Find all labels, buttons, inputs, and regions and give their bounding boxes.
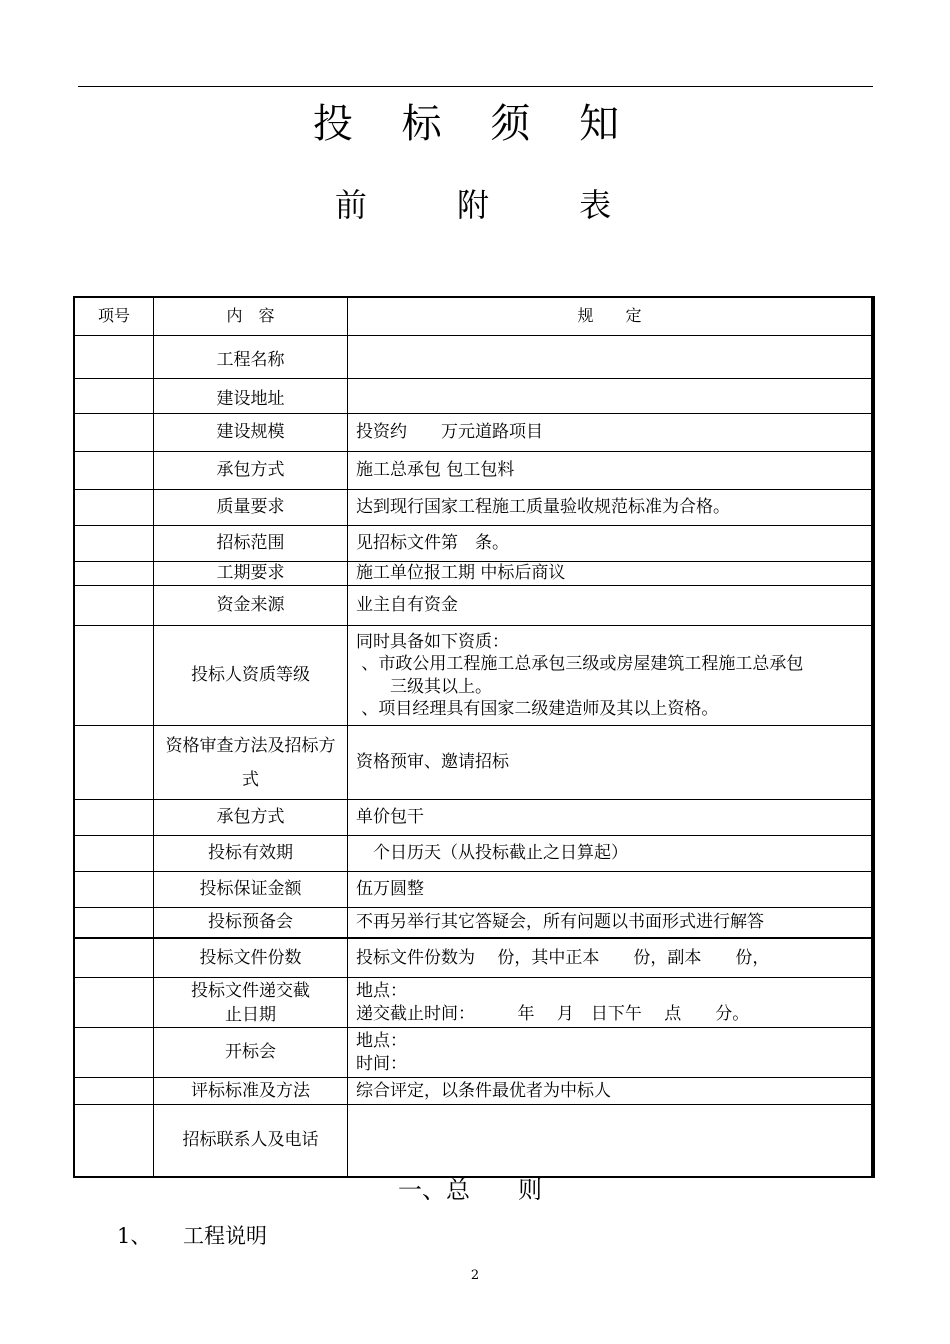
row-name: 投标文件份数 [154, 938, 348, 978]
row-rule: 不再另举行其它答疑会，所有问题以书面形式进行解答 [348, 908, 873, 938]
row-name: 评标标准及方法 [154, 1078, 348, 1105]
row-name: 投标文件递交截止日期 [154, 978, 348, 1028]
row-no [74, 452, 154, 490]
row-name: 投标人资质等级 [154, 626, 348, 726]
row-rule [348, 1028, 873, 1078]
row-rule: 施工单位报工期 中标后商议 [348, 562, 873, 586]
row-name: 工程名称 [154, 336, 348, 379]
table-row [74, 586, 872, 626]
table-row [74, 1105, 872, 1177]
rule-line: 时间： [356, 1053, 407, 1074]
row-name: 招标范围 [154, 526, 348, 562]
rule-line: 三级其以上。 [356, 676, 492, 697]
clause-heading: 工程说明 [183, 1224, 267, 1248]
row-no [74, 726, 154, 800]
section-title: 一、总 则 [398, 1176, 542, 1204]
rule-line: 地点： [356, 981, 407, 1002]
table-row [74, 414, 872, 452]
row-no [74, 1028, 154, 1078]
table-row [74, 526, 872, 562]
row-rule: 伍万圆整 [348, 872, 873, 908]
row-no [74, 800, 154, 836]
row-name: 承包方式 [154, 800, 348, 836]
table-row [74, 452, 872, 490]
page-title: 投 标 须 知 [312, 101, 638, 147]
table-row [74, 908, 872, 938]
row-no [74, 1078, 154, 1105]
table-row [74, 490, 872, 526]
table-row [74, 626, 872, 726]
row-rule: 综合评定，以条件最优者为中标人 [348, 1078, 873, 1105]
row-rule: 投资约 万元道路项目 [348, 414, 873, 452]
table-row [74, 800, 872, 836]
row-rule: 施工总承包 包工包料 [348, 452, 873, 490]
row-no [74, 414, 154, 452]
rule-line: 地点： [356, 1031, 407, 1052]
table-row [74, 978, 872, 1028]
front-attachment-table [73, 296, 873, 1178]
row-rule: 投标文件份数为 份，其中正本 份，副本 份， [348, 938, 873, 978]
table-header-row [74, 297, 872, 336]
row-no [74, 938, 154, 978]
table-row [74, 379, 872, 414]
row-name: 投标有效期 [154, 836, 348, 872]
table-row [74, 938, 872, 978]
row-name: 质量要求 [154, 490, 348, 526]
row-rule: 个日历天（从投标截止之日算起） [348, 836, 873, 872]
row-rule [348, 1105, 873, 1177]
row-rule [348, 379, 873, 414]
row-name: 建设规模 [154, 414, 348, 452]
row-name: 招标联系人及电话 [154, 1105, 348, 1177]
row-name: 资格审查方法及招标方式 [154, 726, 348, 800]
page-number: 2 [470, 1268, 480, 1283]
row-no [74, 836, 154, 872]
row-rule [348, 336, 873, 379]
row-name: 开标会 [154, 1028, 348, 1078]
table-row [74, 336, 872, 379]
row-no [74, 1105, 154, 1177]
row-no [74, 978, 154, 1028]
rule-line: 递交截止时间： 年 月 日下午 点 分。 [356, 1003, 750, 1024]
header-item-no: 项号 [74, 297, 154, 336]
rule-line: 、市政公用工程施工总承包三级或房屋建筑工程施工总承包 [356, 654, 804, 675]
rule-line: 、项目经理具有国家二级建造师及其以上资格。 [356, 698, 719, 719]
row-no [74, 336, 154, 379]
row-no [74, 490, 154, 526]
table-row [74, 872, 872, 908]
row-rule: 见招标文件第 条。 [348, 526, 873, 562]
row-rule [348, 626, 873, 726]
row-rule: 业主自有资金 [348, 586, 873, 626]
table-row [74, 726, 872, 800]
row-name: 投标预备会 [154, 908, 348, 938]
table-row [74, 1028, 872, 1078]
row-name: 投标保证金额 [154, 872, 348, 908]
row-no [74, 872, 154, 908]
clause-number: 1、 [117, 1224, 152, 1248]
row-rule: 达到现行国家工程施工质量验收规范标准为合格。 [348, 490, 873, 526]
row-no [74, 526, 154, 562]
row-name: 工期要求 [154, 562, 348, 586]
rule-line: 同时具备如下资质： [356, 632, 509, 653]
row-name: 承包方式 [154, 452, 348, 490]
row-no [74, 908, 154, 938]
table-row [74, 562, 872, 586]
row-rule: 资格预审、邀请招标 [348, 726, 873, 800]
top-rule [78, 86, 873, 87]
row-no [74, 586, 154, 626]
row-no [74, 379, 154, 414]
table-row [74, 836, 872, 872]
header-content: 内 容 [154, 297, 348, 336]
row-name: 建设地址 [154, 379, 348, 414]
row-no [74, 626, 154, 726]
row-name: 资金来源 [154, 586, 348, 626]
clause-1 [117, 1220, 267, 1250]
header-rule: 规 定 [348, 297, 873, 336]
page-subtitle: 前 附 表 [334, 186, 652, 224]
table-row [74, 1078, 872, 1105]
row-no [74, 562, 154, 586]
row-rule [348, 978, 873, 1028]
row-rule: 单价包干 [348, 800, 873, 836]
